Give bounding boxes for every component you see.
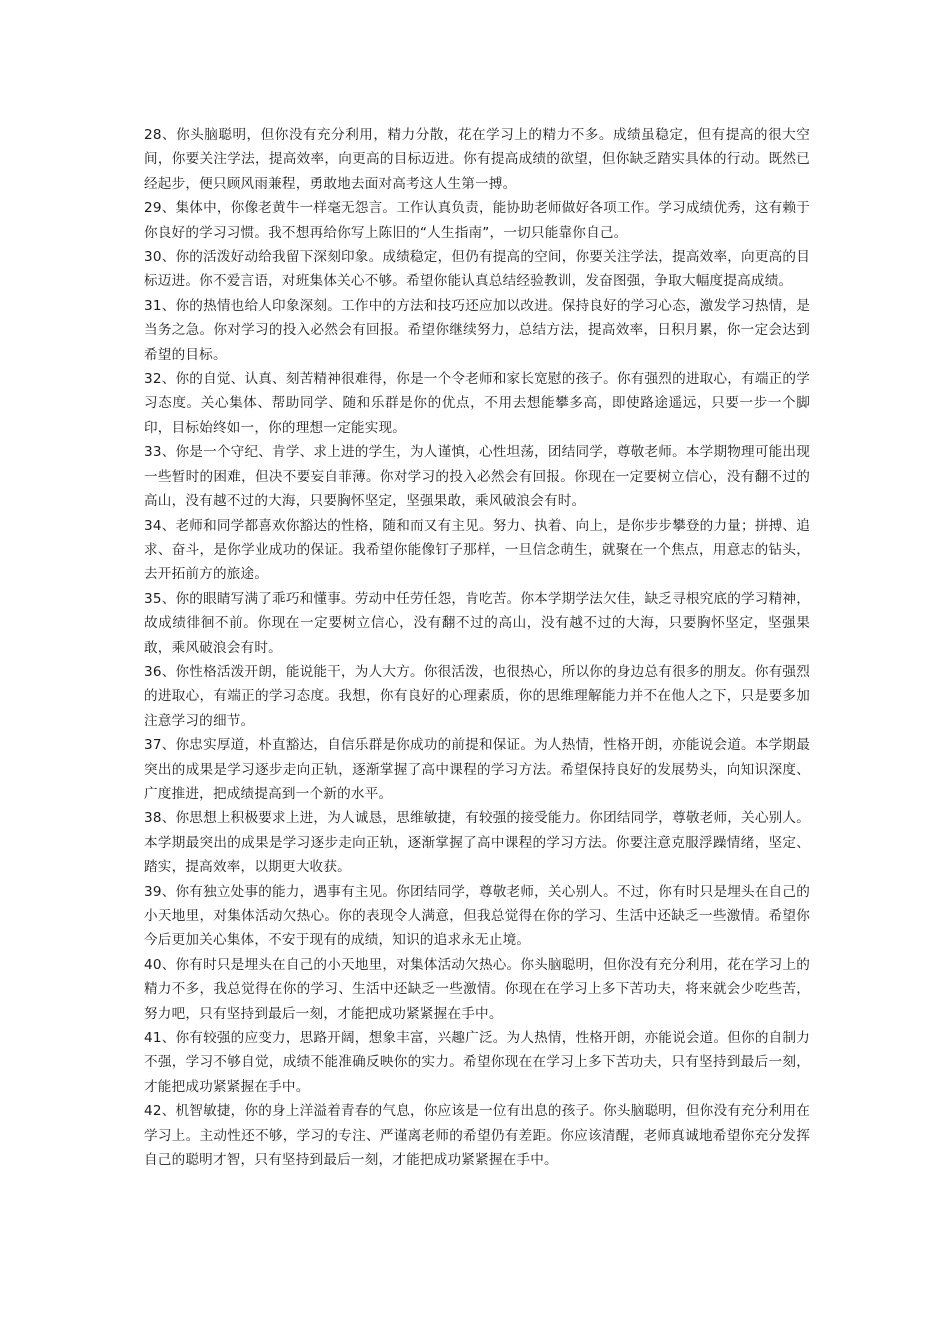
comment-paragraph-29: 29、集体中，你像老黄牛一样毫无怨言。工作认真负责，能协助老师做好各项工作。学习成绩优秀，这有赖于你良好的学习习惯。我不想再给你写上陈旧的“人生指南”，一切只能靠你自己。	[144, 200, 810, 241]
comment-paragraph-32: 32、你的自觉、认真、刻苦精神很难得，你是一个令老师和家长宽慰的孩子。你有强烈的进取心，有端正的学习态度。关心集体、帮助同学、随和乐群是你的优点，不用去想能攀多高，即使路途遥远，只要一步一个脚印，目标始终如一，你的理想一定能实现。	[144, 371, 810, 436]
comment-paragraph-37: 37、你忠实厚道，朴直豁达，自信乐群是你成功的前提和保证。为人热情，性格开朗，亦能说会道。本学期最突出的成果是学习逐步走向正轨，逐渐掌握了高中课程的学习方法。希望保持良好的发展势头，向知识深度、广度推进，把成绩提高到一个新的水平。	[144, 737, 810, 802]
comment-paragraph-33: 33、你是一个守纪、肯学、求上进的学生，为人谨慎，心性坦荡，团结同学，尊敬老师。本学期物理可能出现一些暂时的困难，但决不要妄自菲薄。你对学习的投入必然会有回报。你现在一定要树立信心，没有翻不过的高山，没有越不过的大海，只要胸怀坚定，坚强果敢，乘风破浪会有时。	[144, 444, 810, 510]
comment-paragraph-36: 36、你性格活泼开朗，能说能干，为人大方。你很活泼，也很热心，所以你的身边总有很多的朋友。你有强烈的进取心，有端正的学习态度。我想，你有良好的心理素质，你的思维理解能力并不在他人之下，只是要多加注意学习的细节。	[144, 663, 810, 729]
comment-paragraph-35: 35、你的眼睛写满了乖巧和懂事。劳动中任劳任怨，肯吃苦。你本学期学法欠佳，缺乏寻根究底的学习精神，故成绩徘徊不前。你现在一定要树立信心，没有翻不过的高山，没有越不过的大海，只要胸怀坚定，坚强果敢，乘风破浪会有时。	[144, 590, 810, 656]
comment-paragraph-38: 38、你思想上积极要求上进，为人诚恳，思维敏捷，有较强的接受能力。你团结同学，尊敬老师，关心别人。本学期最突出的成果是学习逐步走向正轨，逐渐掌握了高中课程的学习方法。你要注意克服浮躁情绪，坚定、踏实，提高效率，以期更大收获。	[144, 810, 810, 876]
comment-paragraph-42: 42、机智敏捷，你的身上洋溢着青春的气息，你应该是一位有出息的孩子。你头脑聪明，但你没有充分利用在学习上。主动性还不够，学习的专注、严谨离老师的希望仍有差距。你应该清醒，老师真诚地希望你充分发挥自己的聪明才智，只有坚持到最后一刻，才能把成功紧紧握在手中。	[144, 1103, 810, 1169]
comment-paragraph-40: 40、你有时只是埋头在自己的小天地里，对集体活动欠热心。你头脑聪明，但你没有充分利用，花在学习上的精力不多，我总觉得在你的学习、生活中还缺乏一些激情。你现在在学习上多下苦功夫，将来就会少吃些苦，努力吧，只有坚持到最后一刻，才能把成功紧紧握在手中。	[144, 956, 810, 1022]
comment-paragraph-39: 39、你有独立处事的能力，遇事有主见。你团结同学，尊敬老师，关心别人。不过，你有时只是埋头在自己的小天地里，对集体活动欠热心。你的表现令人满意，但我总觉得在你的学习、生活中还缺乏一些激情。希望你今后更加关心集体，不安于现有的成绩，知识的追求永无止境。	[144, 883, 810, 949]
comment-paragraph-28: 28、你头脑聪明，但你没有充分利用，精力分散，花在学习上的精力不多。成绩虽稳定，但有提高的很大空间，你要关注学法，提高效率，向更高的目标迈进。你有提高成绩的欲望，但你缺乏踏实具体的行动。既然已经起步，便只顾风雨兼程，勇敢地去面对高考这人生第一搏。	[144, 127, 810, 192]
comment-paragraph-31: 31、你的热情也给人印象深刻。工作中的方法和技巧还应加以改进。保持良好的学习心态，激发学习热情，是当务之急。你对学习的投入必然会有回报。希望你继续努力，总结方法，提高效率，日积月累，你一定会达到希望的目标。	[144, 297, 810, 363]
comment-paragraph-30: 30、你的活泼好动给我留下深刻印象。成绩稳定，但仍有提高的空间，你要关注学法，提高效率，向更高的目标迈进。你不爱言语，对班集体关心不够。希望你能认真总结经验教训，发奋图强，争取大幅度提高成绩。	[144, 249, 810, 290]
comment-paragraph-41: 41、你有较强的应变力，思路开阔，想象丰富，兴趣广泛。为人热情，性格开朗，亦能说会道。但你的自制力不强，学习不够自觉，成绩不能准确反映你的实力。希望你现在在学习上多下苦功夫，只有坚持到最后一刻，才能把成功紧紧握在手中。	[144, 1030, 810, 1095]
comment-paragraph-34: 34、老师和同学都喜欢你豁达的性格，随和而又有主见。努力、执着、向上，是你步步攀登的力量；拼搏、追求、奋斗，是你学业成功的保证。我希望你能像钉子那样，一旦信念萌生，就聚在一个焦点，用意志的钻头，去开拓前方的旅途。	[144, 517, 810, 583]
document-body	[144, 123, 810, 1172]
